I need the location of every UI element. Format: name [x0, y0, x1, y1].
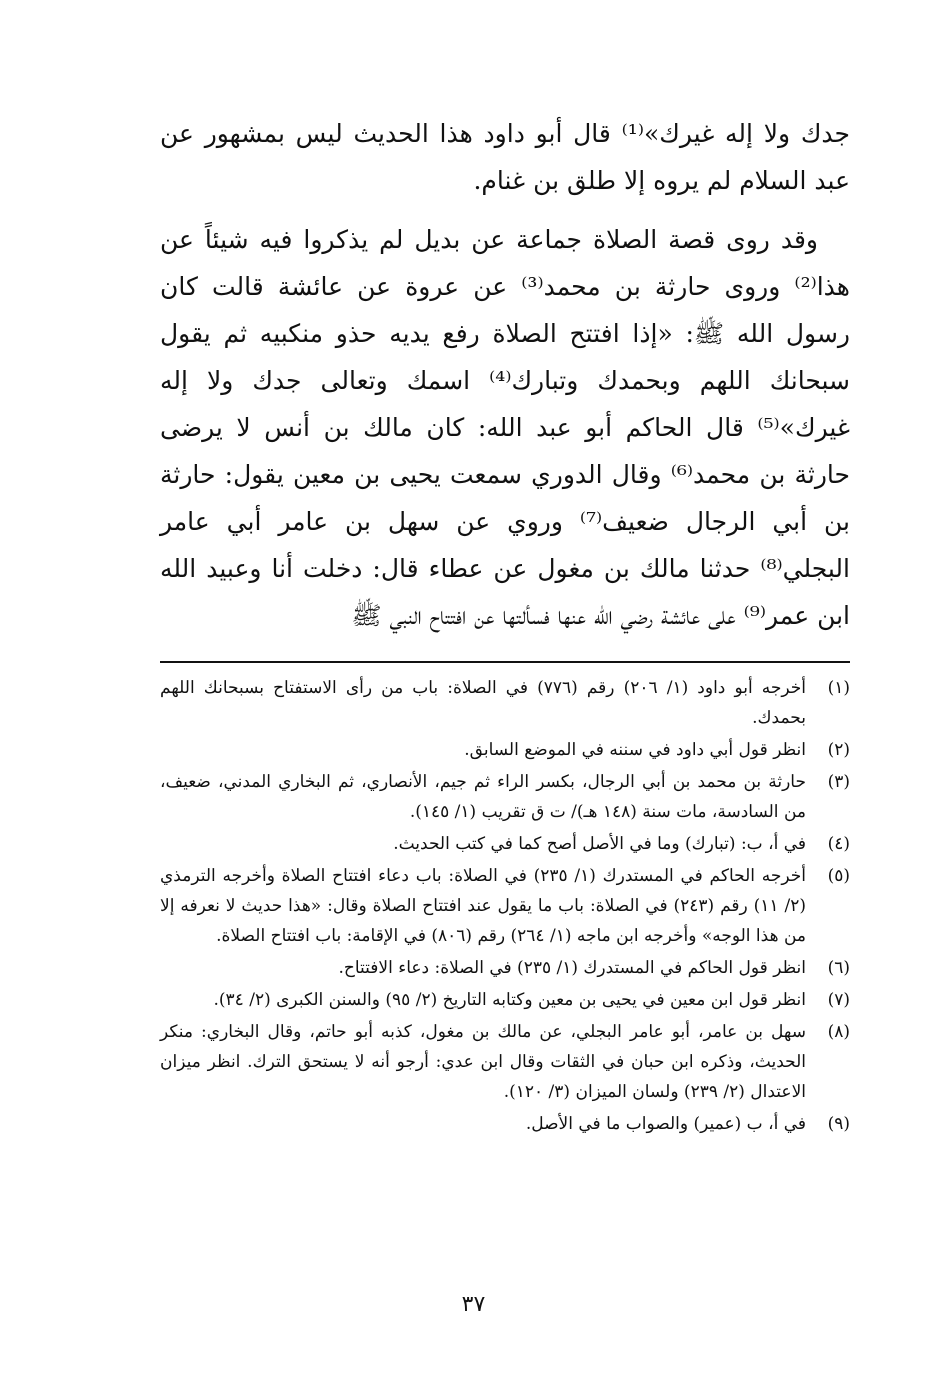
footnote-number: (٢)	[827, 740, 850, 760]
footnotes	[160, 673, 850, 1139]
footnote-number: (٩)	[827, 1114, 850, 1134]
page-content	[160, 110, 850, 1141]
footnote-1	[160, 673, 850, 733]
page-number: ٣٧	[461, 1292, 486, 1317]
footnote-number: (٧)	[827, 990, 850, 1010]
body-paragraph-1: جدك ولا إله غيرك»⁽¹⁾ قال أبو داود هذا الحديث ليس بمشهور عن عبد السلام لم يروه إلا طلق بن غنام.	[160, 119, 850, 195]
footnote-number: (٦)	[827, 958, 850, 978]
footnote-number: (٤)	[827, 834, 850, 854]
footnote-5	[160, 861, 850, 951]
footnote-text: أخرجه أبو داود (١/ ٢٠٦) رقم (٧٧٦) في الصلاة: باب من رأى الاستفتاح بسبحانك اللهم بحمدك.	[160, 678, 806, 728]
body-paragraph-2: وقد روى قصة الصلاة جماعة عن بديل لم يذكروا فيه شيئاً عن هذا⁽²⁾ وروى حارثة بن محمد⁽³⁾ عن عروة عن عائشة قالت كان رسول الله ﷺ: «إذا افتتح الصلاة رفع يديه حذو منكبيه ثم يقول سبحانك اللهم وبحمدك وتبارك⁽⁴⁾ اسمك وتعالى جدك ولا إله غيرك»⁽⁵⁾ قال الحاكم أبو عبد الله: كان مالك بن أنس لا يرضى حارثة بن محمد⁽⁶⁾ وقال الدوري سمعت يحيى بن معين يقول: حارثة بن أبي الرجال ضعيف⁽⁷⁾ وروي عن سهل بن عامر أبي عامر البجلي⁽⁸⁾ حدثنا مالك بن مغول عن عطاء قال: دخلت أنا وعبيد الله ابن عمر⁽⁹⁾ على عائشة رضي الله عنها فسألتها عن افتتاح النبي ﷺ	[160, 225, 851, 630]
footnote-text: في أ، ب (عمير) والصواب ما في الأصل.	[525, 1114, 806, 1134]
footnote-2	[160, 735, 850, 765]
footnote-number: (١)	[827, 678, 850, 698]
footnote-text: في أ، ب: (تبارك) وما في الأصل أصح كما في كتب الحديث.	[393, 834, 806, 854]
footnote-7	[160, 985, 850, 1015]
footnote-separator	[160, 661, 850, 663]
footnote-text: حارثة بن محمد بن أبي الرجال، بكسر الراء ثم جيم، الأنصاري، ثم البخاري المدني، ضعيف، من السادسة، مات سنة (١٤٨ هـ)/ ت ق تقريب (١/ ١٤٥).	[160, 772, 806, 822]
footnote-text: انظر قول أبي داود في سننه في الموضع السابق.	[464, 740, 806, 760]
footnote-6	[160, 953, 850, 983]
footnote-4	[160, 829, 850, 859]
footnote-9	[160, 1109, 850, 1139]
footnote-text: انظر قول ابن معين في يحيى بن معين وكتابه التاريخ (٢/ ٩٥) والسنن الكبرى (٢/ ٣٤).	[213, 990, 806, 1010]
footnote-text: أخرجه الحاكم في المستدرك (١/ ٢٣٥) في الصلاة: باب دعاء افتتاح الصلاة وأخرجه الترمذي (٢/ ١١) رقم (٢٤٣) في الصلاة: باب ما يقول عند افتتاح الصلاة وقال: «هذا حديث لا نعرفه إلا من هذا الوجه» وأخرجه ابن ماجه (١/ ٢٦٤) رقم (٨٠٦) في الإقامة: باب افتتاح الصلاة.	[160, 866, 806, 946]
footnote-text: انظر قول الحاكم في المستدرك (١/ ٢٣٥) في الصلاة: دعاء الافتتاح.	[338, 958, 806, 978]
footnote-number: (٣)	[827, 772, 850, 792]
footnote-number: (٥)	[827, 866, 850, 886]
footnote-3	[160, 767, 850, 827]
footnote-8	[160, 1017, 850, 1107]
footnote-text: سهل بن عامر، أبو عامر البجلي، عن مالك بن مغول، كذبه أبو حاتم، وقال البخاري: منكر الحديث، وذكره ابن حبان في الثقات وقال ابن عدي: أرجو أنه لا يستحق الترك. انظر ميزان الاعتدال (٢/ ٢٣٩) ولسان الميزان (٣/ ١٢٠).	[160, 1022, 806, 1102]
footnote-number: (٨)	[827, 1022, 850, 1042]
